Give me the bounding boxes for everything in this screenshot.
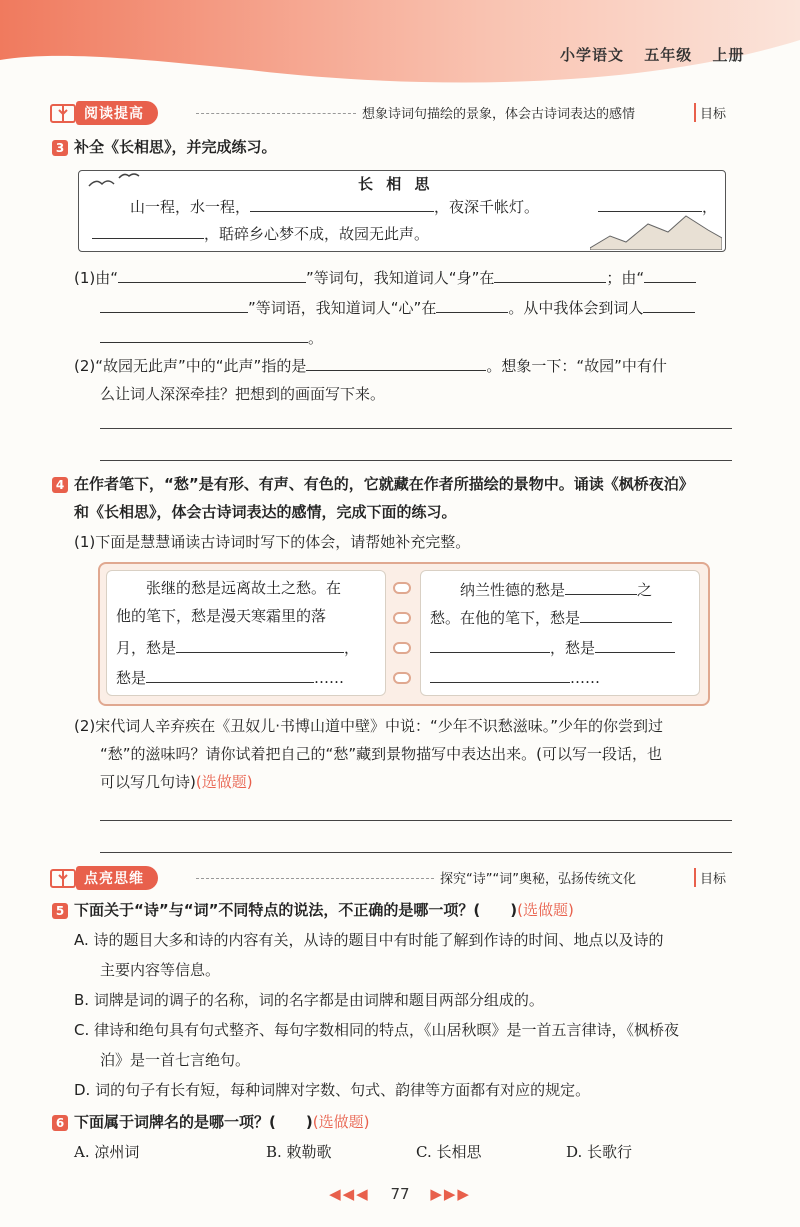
- text: 愁。在他的笔下，愁是: [430, 609, 581, 627]
- answer-line[interactable]: [100, 852, 732, 853]
- page-footer: [0, 1185, 800, 1203]
- q4-sub1: (1)下面是慧慧诵读古诗词时写下的体会，请帮她补充完整。: [74, 533, 471, 551]
- poem-line-1-end: [598, 195, 717, 217]
- answer-blank[interactable]: [436, 296, 508, 313]
- answer-line[interactable]: [100, 428, 732, 429]
- book-icon: [50, 867, 76, 889]
- note-right-l3: [430, 636, 675, 658]
- section-title: 阅读提高: [76, 101, 158, 125]
- poem-text: 山一程，水一程，: [130, 198, 251, 216]
- poem-blank[interactable]: [250, 195, 434, 212]
- q6-option-b[interactable]: B. 敕勒歌: [266, 1143, 332, 1161]
- answer-blank[interactable]: [494, 266, 606, 283]
- note-left-l2: 他的笔下，愁是漫天寒霜里的落: [116, 607, 327, 625]
- answer-blank[interactable]: [100, 296, 248, 313]
- text: 愁是: [116, 669, 147, 687]
- section-goal: 想象诗词句描绘的景象，体会古诗词表达的感情: [362, 107, 636, 122]
- q3-sub1-line3: [100, 326, 323, 348]
- q5-option-a-l2[interactable]: 主要内容等信息。: [100, 961, 221, 979]
- q4-sub2-line1: (2)宋代词人辛弃疾在《丑奴儿·书博山道中壁》中说：“少年不识愁滋味。”少年的你尝到过: [74, 717, 664, 735]
- question-5-prompt: [52, 900, 574, 920]
- binder-ring: [393, 642, 411, 654]
- section-banner-thinking: [50, 866, 158, 890]
- text: 纳兰性德的愁是: [460, 581, 566, 599]
- optional-tag: (选做题): [195, 773, 253, 791]
- q6-option-c[interactable]: C. 长相思: [416, 1143, 482, 1161]
- answer-blank[interactable]: [643, 296, 695, 313]
- text: ……: [314, 669, 345, 687]
- text: ”等词语，我知道词人“心”在: [248, 299, 437, 317]
- question-4-prompt-line2: 和《长相思》，体会古诗词表达的感情，完成下面的练习。: [74, 503, 457, 521]
- q3-sub1-line1: [74, 266, 696, 288]
- binder-ring: [393, 672, 411, 684]
- goal-tag: 目标: [694, 868, 726, 887]
- text: 之: [637, 581, 653, 599]
- text: 月，愁是: [116, 639, 177, 657]
- section-banner-reading: [50, 101, 158, 125]
- question-number: 4: [52, 477, 68, 493]
- answer-blank[interactable]: [176, 636, 344, 653]
- note-right-l2: [430, 606, 672, 628]
- poem-text: ，聒碎乡心梦不成，故园无此声。: [204, 225, 430, 243]
- question-number: 3: [52, 140, 68, 156]
- answer-blank[interactable]: [146, 666, 314, 683]
- q3-sub2-line2: 么让词人深深牵挂？把想到的画面写下来。: [100, 385, 386, 403]
- poem-text: ，夜深千帐灯。: [434, 198, 540, 216]
- prompt-text: 补全《长相思》，并完成练习。: [74, 138, 277, 156]
- section-goal: 探究“诗”“词”奥秘，弘扬传统文化: [440, 872, 636, 887]
- text: (1)由“: [74, 269, 119, 287]
- header-volume: 上册: [712, 46, 745, 64]
- question-4-prompt-line1: [52, 474, 694, 494]
- text: 。: [308, 329, 324, 347]
- answer-blank[interactable]: [430, 636, 550, 653]
- text: ；由“: [606, 269, 645, 287]
- q3-sub1-line2: [100, 296, 695, 318]
- question-number: 5: [52, 903, 68, 919]
- text: ，愁是: [550, 639, 596, 657]
- question-3-prompt: [52, 137, 277, 157]
- poem-blank[interactable]: [92, 222, 204, 239]
- text: 可以写几句诗): [100, 773, 196, 791]
- optional-tag: (选做题): [517, 901, 574, 919]
- page-number: 77: [390, 1185, 410, 1203]
- note-left-l3: [116, 636, 359, 658]
- text: ，: [344, 639, 360, 657]
- answer-blank[interactable]: [430, 666, 570, 683]
- dashed-divider: [196, 878, 434, 879]
- q3-sub2-line1: [74, 354, 667, 376]
- poem-line-1: [130, 195, 539, 217]
- prev-arrows-icon: ◀◀◀: [329, 1185, 370, 1203]
- text: (2)“故园无此声”中的“此声”指的是: [74, 357, 307, 375]
- q5-option-b[interactable]: B. 词牌是词的调子的名称，词的名字都是由词牌和题目两部分组成的。: [74, 991, 544, 1009]
- note-left-l4: [116, 666, 344, 688]
- section-title: 点亮思维: [76, 866, 158, 890]
- q5-option-c-l2[interactable]: 泊》是一首七言绝句。: [100, 1051, 251, 1069]
- question-6-prompt: [52, 1112, 369, 1132]
- q6-option-d[interactable]: D. 长歌行: [566, 1143, 633, 1161]
- binder-ring: [393, 612, 411, 624]
- optional-tag: (选做题): [312, 1113, 370, 1131]
- poem-text: ，: [702, 198, 718, 216]
- header-subject: 小学语文: [560, 46, 625, 64]
- note-right-l4: [430, 666, 600, 688]
- goal-tag: 目标: [694, 103, 726, 122]
- answer-blank[interactable]: [644, 266, 696, 283]
- prompt-text: 下面关于“诗”与“词”不同特点的说法，不正确的是哪一项？( ): [74, 901, 518, 919]
- answer-blank[interactable]: [595, 636, 675, 653]
- next-arrows-icon: ▶▶▶: [430, 1185, 471, 1203]
- answer-blank[interactable]: [580, 606, 672, 623]
- text: 。想象一下：“故园”中有什: [486, 357, 667, 375]
- q4-sub2-line2: “愁”的滋味吗？请你试着把自己的“愁”藏到景物描写中表达出来。(可以写一段话，也: [100, 745, 662, 763]
- answer-blank[interactable]: [118, 266, 306, 283]
- note-right-l1: [460, 578, 652, 600]
- prompt-text: 在作者笔下，“愁”是有形、有声、有色的，它就藏在作者所描绘的景物中。诵读《枫桥夜泊》: [74, 475, 694, 493]
- header-text: [560, 44, 759, 65]
- q5-option-d[interactable]: D. 词的句子有长有短，每种词牌对字数、句式、韵律等方面都有对应的规定。: [74, 1081, 591, 1099]
- poem-title: 长 相 思: [358, 175, 434, 193]
- q5-option-c-l1[interactable]: C. 律诗和绝句具有句式整齐、每句字数相同的特点，《山居秋暝》是一首五言律诗，《枫桥夜: [74, 1021, 680, 1039]
- poem-line-2: [92, 222, 429, 244]
- q5-option-a-l1[interactable]: A. 诗的题目大多和诗的内容有关，从诗的题目中有时能了解到作诗的时间、地点以及诗的: [74, 931, 664, 949]
- question-number: 6: [52, 1115, 68, 1131]
- text: 。从中我体会到词人: [508, 299, 644, 317]
- answer-line[interactable]: [100, 460, 732, 461]
- text: ……: [570, 669, 600, 687]
- prompt-text: 下面属于词牌名的是哪一项？( ): [74, 1113, 313, 1131]
- answer-line[interactable]: [100, 820, 732, 821]
- answer-blank[interactable]: [100, 326, 308, 343]
- book-icon: [50, 102, 76, 124]
- text: ”等词句，我知道词人“身”在: [306, 269, 495, 287]
- answer-blank[interactable]: [306, 354, 486, 371]
- header-grade: 五年级: [644, 46, 693, 64]
- binder-ring: [393, 582, 411, 594]
- dashed-divider: [196, 113, 356, 114]
- q4-sub2-line3: [100, 772, 253, 792]
- answer-blank[interactable]: [565, 578, 637, 595]
- poem-blank[interactable]: [598, 195, 702, 212]
- note-left-l1: 张继的愁是远离故土之愁。在: [146, 579, 342, 597]
- q6-option-a[interactable]: A. 凉州词: [74, 1143, 140, 1161]
